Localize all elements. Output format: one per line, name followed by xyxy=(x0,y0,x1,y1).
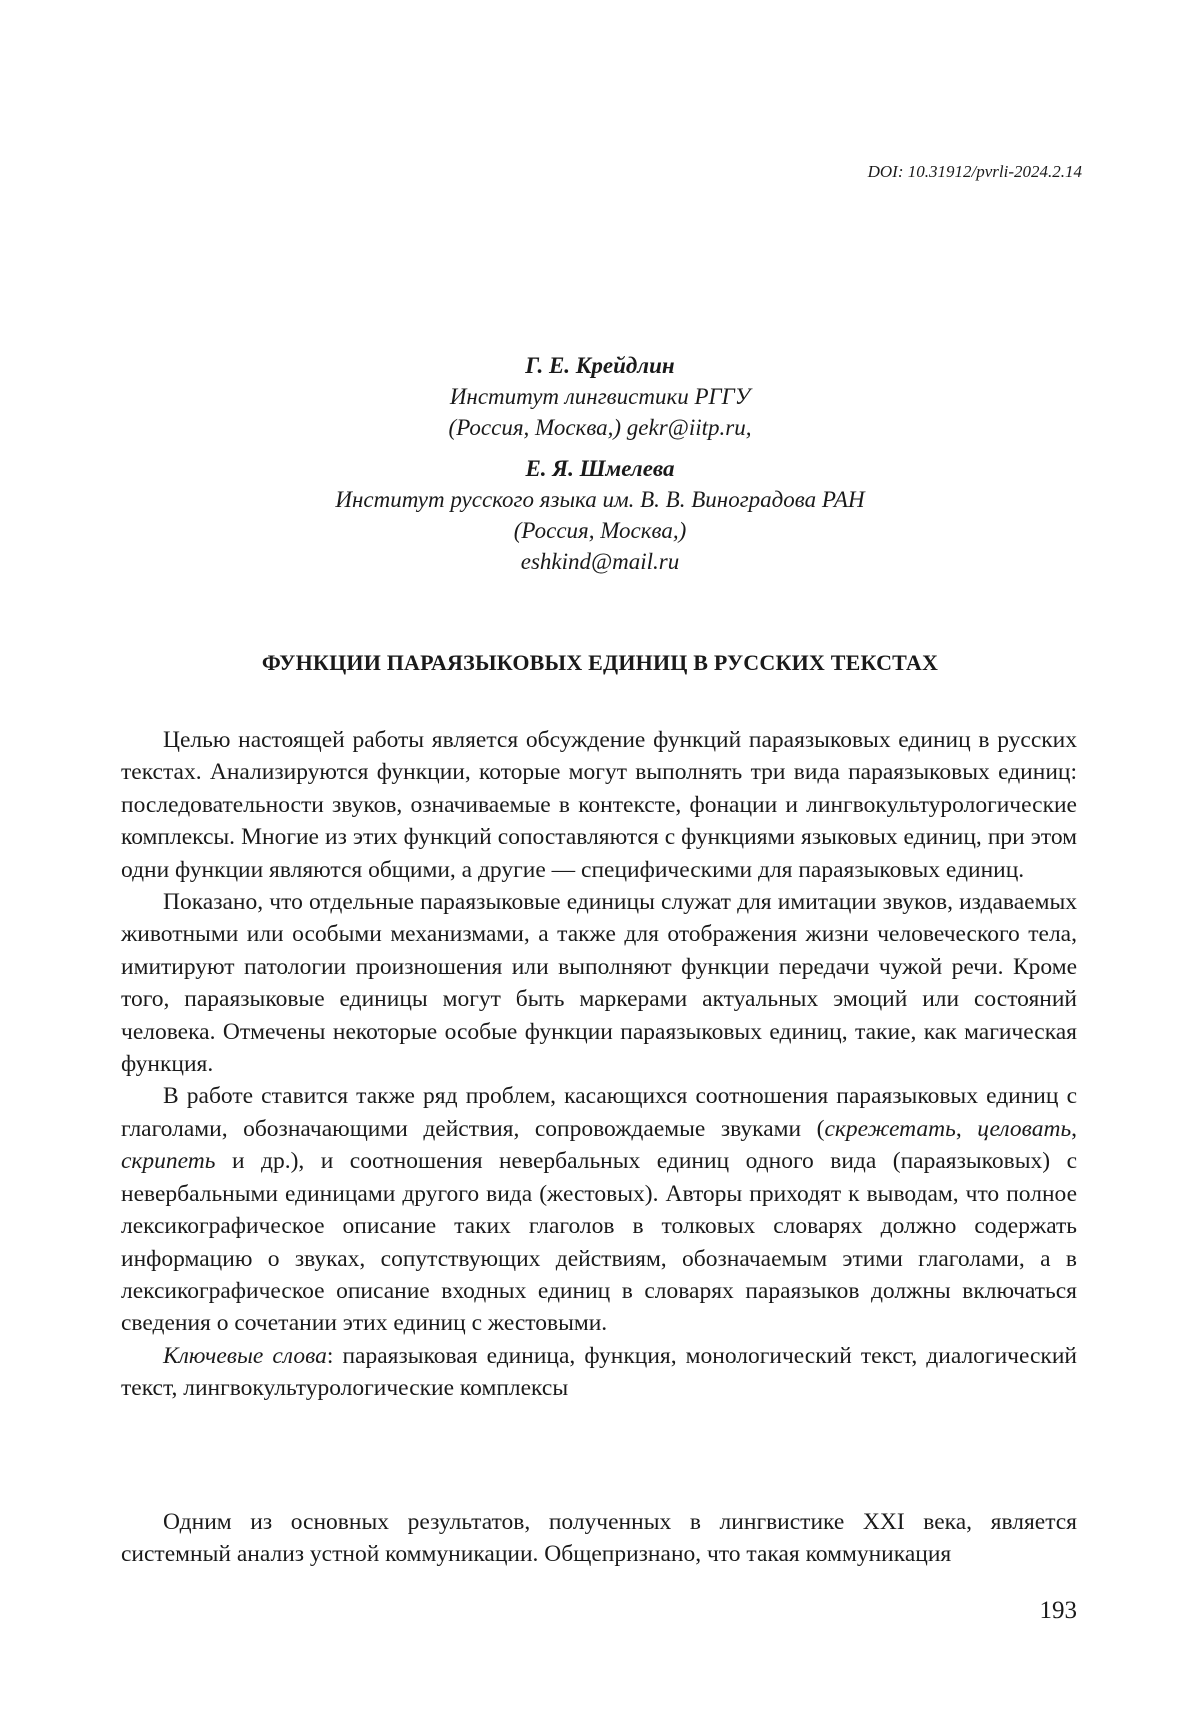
example-word: скрипеть xyxy=(121,1148,216,1175)
keywords-text: : параязыковая единица, функция, монологический текст, диалогический текст, лингвокультурологические комплексы xyxy=(121,1342,1077,1402)
author-name: Г. Е. Крейдлин xyxy=(525,353,675,378)
author-name: Е. Я. Шмелева xyxy=(525,456,675,481)
abstract-paragraph: Целью настоящей работы является обсуждение функций параязыковых единиц в русских текстах. Анализируются функции, которые могут выполнять три вида параязыковых единиц: последовательности звуков, означиваемые в контексте, фонации и лингвокультурологические комплексы. Многие из этих функций сопоставляются с функциями языковых единиц, при этом одни функции являются общими, а другие — специфическими для параязыковых единиц. xyxy=(121,727,1077,883)
author-email: eshkind@mail.ru xyxy=(520,549,680,574)
abstract-text: В работе ставится также ряд проблем, касающихся соотношения параязыковых единиц с глаголами, обозначающими действия, сопровождаемые звуками ( xyxy=(121,1083,1077,1142)
author-affiliation: (Россия, Москва,) xyxy=(513,518,687,543)
page-number: 193 xyxy=(1039,1597,1077,1624)
abstract xyxy=(121,724,1077,1405)
body-paragraph: Одним из основных результатов, полученных в лингвистике XXI века, является системный анализ устной коммуникации. Общепризнано, что такая коммуникация xyxy=(121,1509,1077,1568)
author-affiliation: Институт лингвистики РГГУ xyxy=(449,384,751,409)
keywords-label: Ключевые слова xyxy=(163,1342,327,1369)
abstract-paragraph: Показано, что отдельные параязыковые единицы служат для имитации звуков, издаваемых животными или особыми механизмами, а также для отображения жизни человеческого тела, имитируют патологии произношения или выполняют функции передачи чужой речи. Кроме того, параязыковые единицы могут быть маркерами актуальных эмоций или состояний человека. Отмечены некоторые особые функции параязыковых единиц, такие, как магическая функция. xyxy=(121,889,1077,1078)
separator: , xyxy=(1071,1115,1078,1142)
paper-title: ФУНКЦИИ ПАРАЯЗЫКОВЫХ ЕДИНИЦ В РУССКИХ ТЕКСТАХ xyxy=(261,650,939,675)
body-text xyxy=(121,1506,1077,1571)
doi-label: DOI: 10.31912/pvrli-2024.2.14 xyxy=(867,162,1082,181)
example-word: целовать xyxy=(977,1115,1072,1142)
abstract-text: и др.), и соотношения невербальных единиц одного вида (параязыковых) с невербальными единицами другого вида (жестовых). Авторы приходят к выводам, что полное лексикографическое описание таких глаголов в толковых словарях должно содержать информацию о звуках, сопутствующих действиям, обозначаемым этими глаголами, а в лексикографическое описание входных единиц в словарях параязыков должны включаться сведения о сочетании этих единиц с жестовыми. xyxy=(121,1148,1077,1337)
example-word: скрежетать xyxy=(824,1115,956,1142)
author-affiliation: Институт русского языка им. В. В. Виноградова РАН xyxy=(335,487,865,512)
keywords-paragraph xyxy=(121,1340,1077,1405)
authors-block xyxy=(0,350,1200,577)
abstract-paragraph xyxy=(121,1080,1077,1339)
separator: , xyxy=(955,1115,978,1142)
author-affiliation: (Россия, Москва,) gekr@iitp.ru, xyxy=(448,415,752,440)
